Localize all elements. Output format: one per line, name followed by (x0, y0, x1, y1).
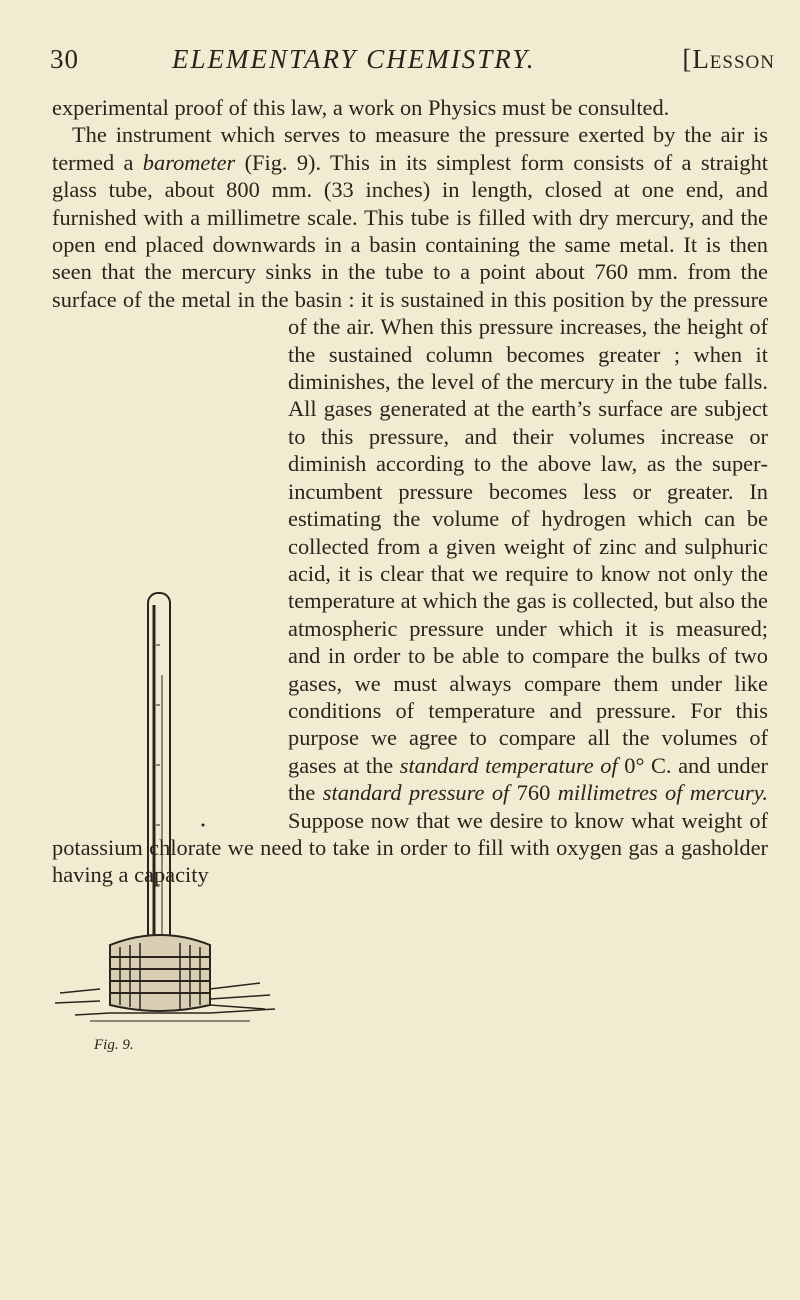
figure-caption: Fig. 9. (94, 1037, 134, 1053)
barometer-illustration-icon (50, 585, 280, 1065)
page-number: 30 (50, 44, 79, 74)
term-millimetres-of-mercury: millimetres of mercury. (557, 780, 769, 806)
text-run: and under the (288, 752, 768, 806)
text-run: Suppose now that we desire to know what weight of potassium chlorate we need to take in order to fill with oxygen gas a gasholder having a capacity (52, 807, 768, 888)
paragraph-continued: experimental proof of this law, a work on Physics must be consulted. (52, 95, 670, 120)
running-title: ELEMENTARY CHEMISTRY. (172, 44, 536, 74)
text-run: 0° C. (617, 752, 672, 778)
term-standard-temperature: standard temperature of (399, 752, 618, 778)
text-run: 760 (509, 780, 558, 806)
term-barometer: barometer (142, 149, 236, 175)
section-label: [Lesson (682, 44, 775, 74)
figure-barometer (50, 585, 280, 1065)
text-run: The instrument which serves to measure the pressure exerted by the air is termed a (52, 122, 768, 175)
term-standard-pressure: standard pressure of (322, 780, 510, 806)
text-run: (Fig. 9). This in its simplest form consists of a straight glass tube, about 800 mm. (33 inches) in length, closed at one end, and furnished with a millimetre scale. This tube is filled with dry mercury, and the open end placed downwards in a basin containing the same metal. It is then seen that the mercury sinks in the tube to a point about 760 mm. from the surface of the metal in the basin : it is sustained in this position by the pressure of the air. When this pressure increases, the height of the sustained column becomes greater ; when it diminishes, the level of the mercury in the tube falls. All gases generated at the earth’s surface are subject to this pressure, and their volumes increase or diminish according to the above law, as the superincumbent pressure becomes less or greater. In estimating the volume of hydrogen which can be collected from a given weight of zinc and sulphuric acid, it is clear that we require to know not only the temperature at which the gas is collected, but also the atmospheric pressure under which it is measured; and in order to be able to compare the bulks of two gases, we must always compare them under like conditions of temperature and pressure. For this purpose we agree to compare all the volumes of gases at the (52, 149, 768, 778)
running-header (50, 44, 775, 84)
